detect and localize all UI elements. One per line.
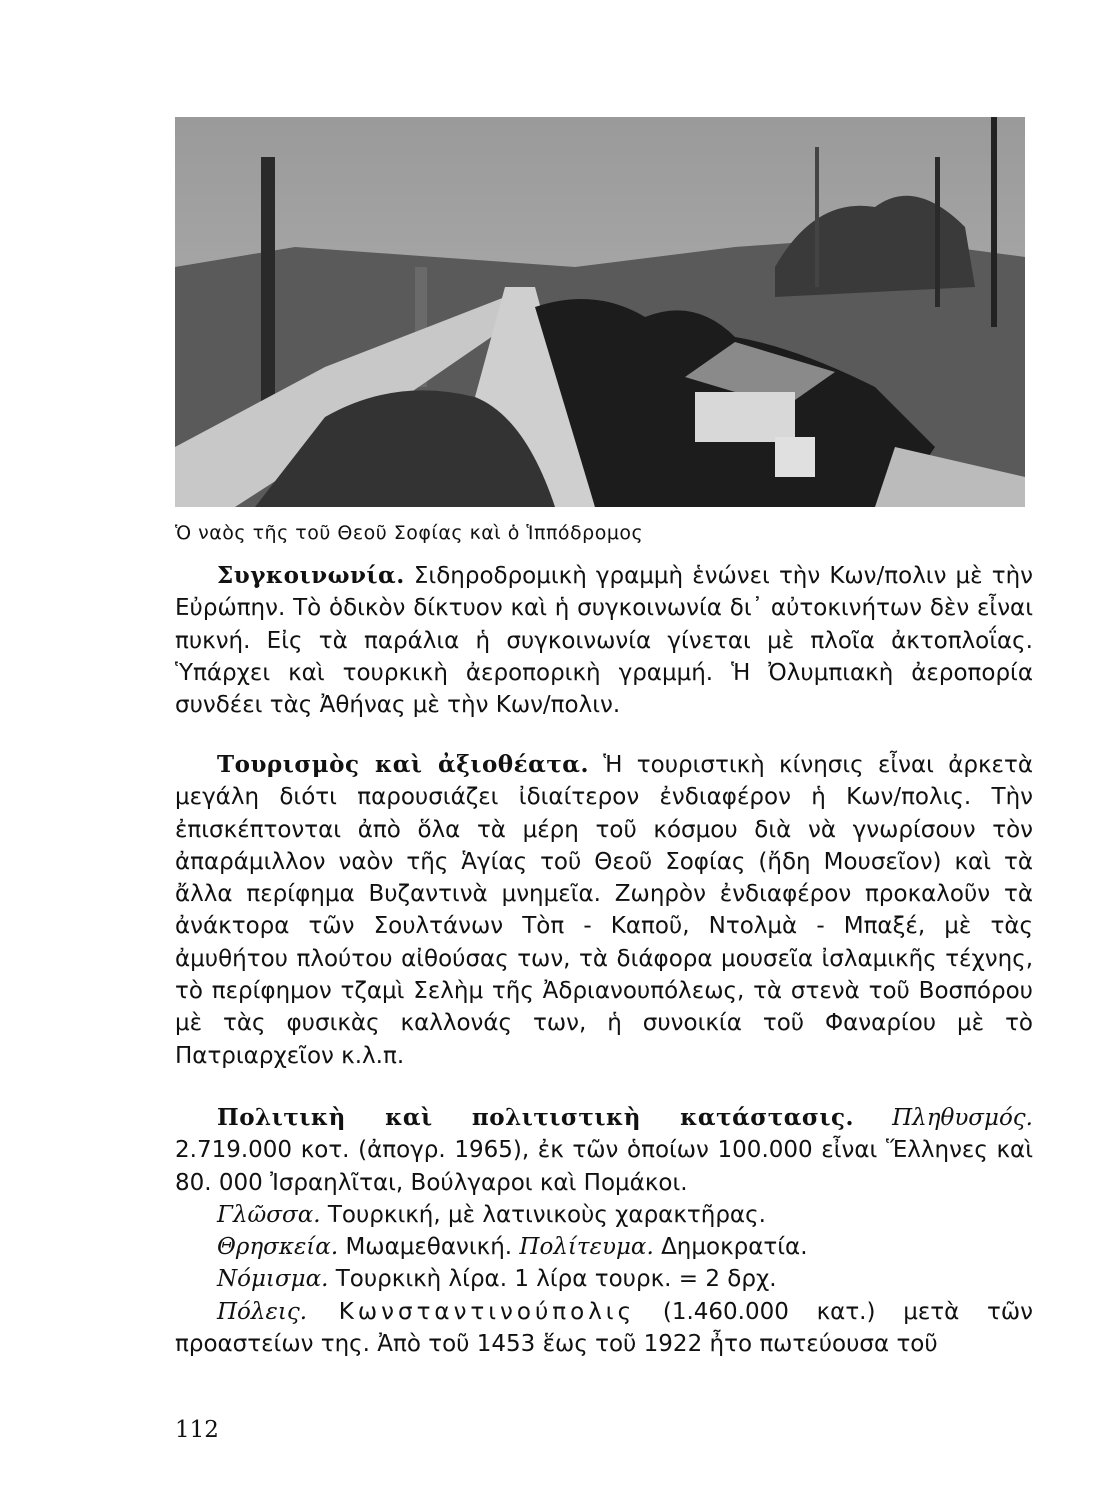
photo-caption: Ὁ ναὸς τῆς τοῦ Θεοῦ Σοφίας καὶ ὁ Ἱππόδρομος [175,522,644,544]
language-text: Τουρκική, μὲ λατινικοὺς χαρακτῆρας. [320,1201,766,1228]
politics-heading: Πολιτικὴ καὶ πολιτιστικὴ κατάστασις. [217,1104,855,1131]
section-communication [175,560,1033,721]
page-number: 112 [175,1417,219,1443]
communication-heading: Συγκοινωνία. [217,562,405,589]
government-label: Πολίτευμα. [519,1234,654,1261]
cities-text: (1.460.000 κατ.) μετὰ τῶν προαστείων της. Ἀπὸ τοῦ 1453 ἕως τοῦ 1922 ἦτο πωτεύουσα τοῦ [175,1298,1033,1358]
section-tourism [175,749,1033,1072]
section-politics [175,1102,1033,1360]
tourism-heading: Τουρισμὸς καὶ ἀξιοθέατα. [217,751,590,778]
communication-body: Σιδηροδρομικὴ γραμμὴ ἑνώνει τὴν Κων/πολιν μὲ τὴν Εὐρώπην. Τὸ ὁδικὸν δίκτυον καὶ ἡ συγκοινωνία δι᾽ αὐτοκινήτων δὲν εἶναι πυκνή. Εἰς τὰ παράλια ἡ συγκοινωνία γίνεται μὲ πλοῖα ἀκτοπλοΐας. Ὑπάρχει καὶ τουρκικὴ ἀεροπορικὴ γραμμή. Ἡ Ὀλυμπιακὴ ἀεροπορία συνδέει τὰς Ἀθήνας μὲ τὴν Κων/πολιν. [175,563,1033,719]
government-text: Δημοκρατία. [653,1234,808,1261]
religion-text: Μωαμεθανική. [338,1234,520,1261]
cities-name: Κωνσταντινούπολις [307,1298,636,1325]
language-label: Γλῶσσα. [217,1201,321,1228]
population-text: 2.719.000 κοτ. (ἀπογρ. 1965), ἐκ τῶν ὁποίων 100.000 εἶναι Ἕλληνες καὶ 80. 000 Ἰσραηλῖται, Βούλγαροι καὶ Πομάκοι. [175,1137,1033,1196]
currency-label: Νόμισμα. [217,1266,329,1293]
photo-illustration [175,117,1025,507]
tourism-body: Ἡ τουριστικὴ κίνησις εἶναι ἀρκετὰ μεγάλη διότι παρουσιάζει ἰδιαίτερον ἐνδιαφέρον ἡ Κων/πολις. Τὴν ἐπισκέπτονται ἀπὸ ὅλα τὰ μέρη τοῦ κόσμου διὰ νὰ γνωρίσουν τὸν ἀπαράμιλλον ναὸν τῆς Ἁγίας τοῦ Θεοῦ Σοφίας (ἤδη Μουσεῖον) καὶ τὰ ἄλλα περίφημα Βυζαντινὰ μνημεῖα. Ζωηρὸν ἐνδιαφέρον προκαλοῦν τὰ ἀνάκτορα τῶν Σουλτάνων Τὸπ - Καποῦ, Ντολμὰ - Μπαξέ, μὲ τὰς ἀμυθήτου πλούτου αἰθούσας των, τὰ διάφορα μουσεῖα ἰσλαμικῆς τέχνης, τὸ περίφημον τζαμὶ Σελὴμ τῆς Ἀδριανουπόλεως, τὰ στενὰ τοῦ Βοσπόρου μὲ τὰς φυσικὰς καλλονάς των, ἡ συνοικία τοῦ Φαναρίου μὲ τὸ Πατριαρχεῖον κ.λ.π. [175,752,1033,1069]
hagia-sophia-photo [175,117,1025,507]
currency-text: Τουρκικὴ λίρα. 1 λίρα τουρκ. = 2 δρχ. [328,1266,777,1293]
religion-label: Θρησκεία. [217,1234,339,1261]
cities-label: Πόλεις. [217,1298,308,1325]
population-label: Πληθυσμός. [892,1105,1033,1131]
